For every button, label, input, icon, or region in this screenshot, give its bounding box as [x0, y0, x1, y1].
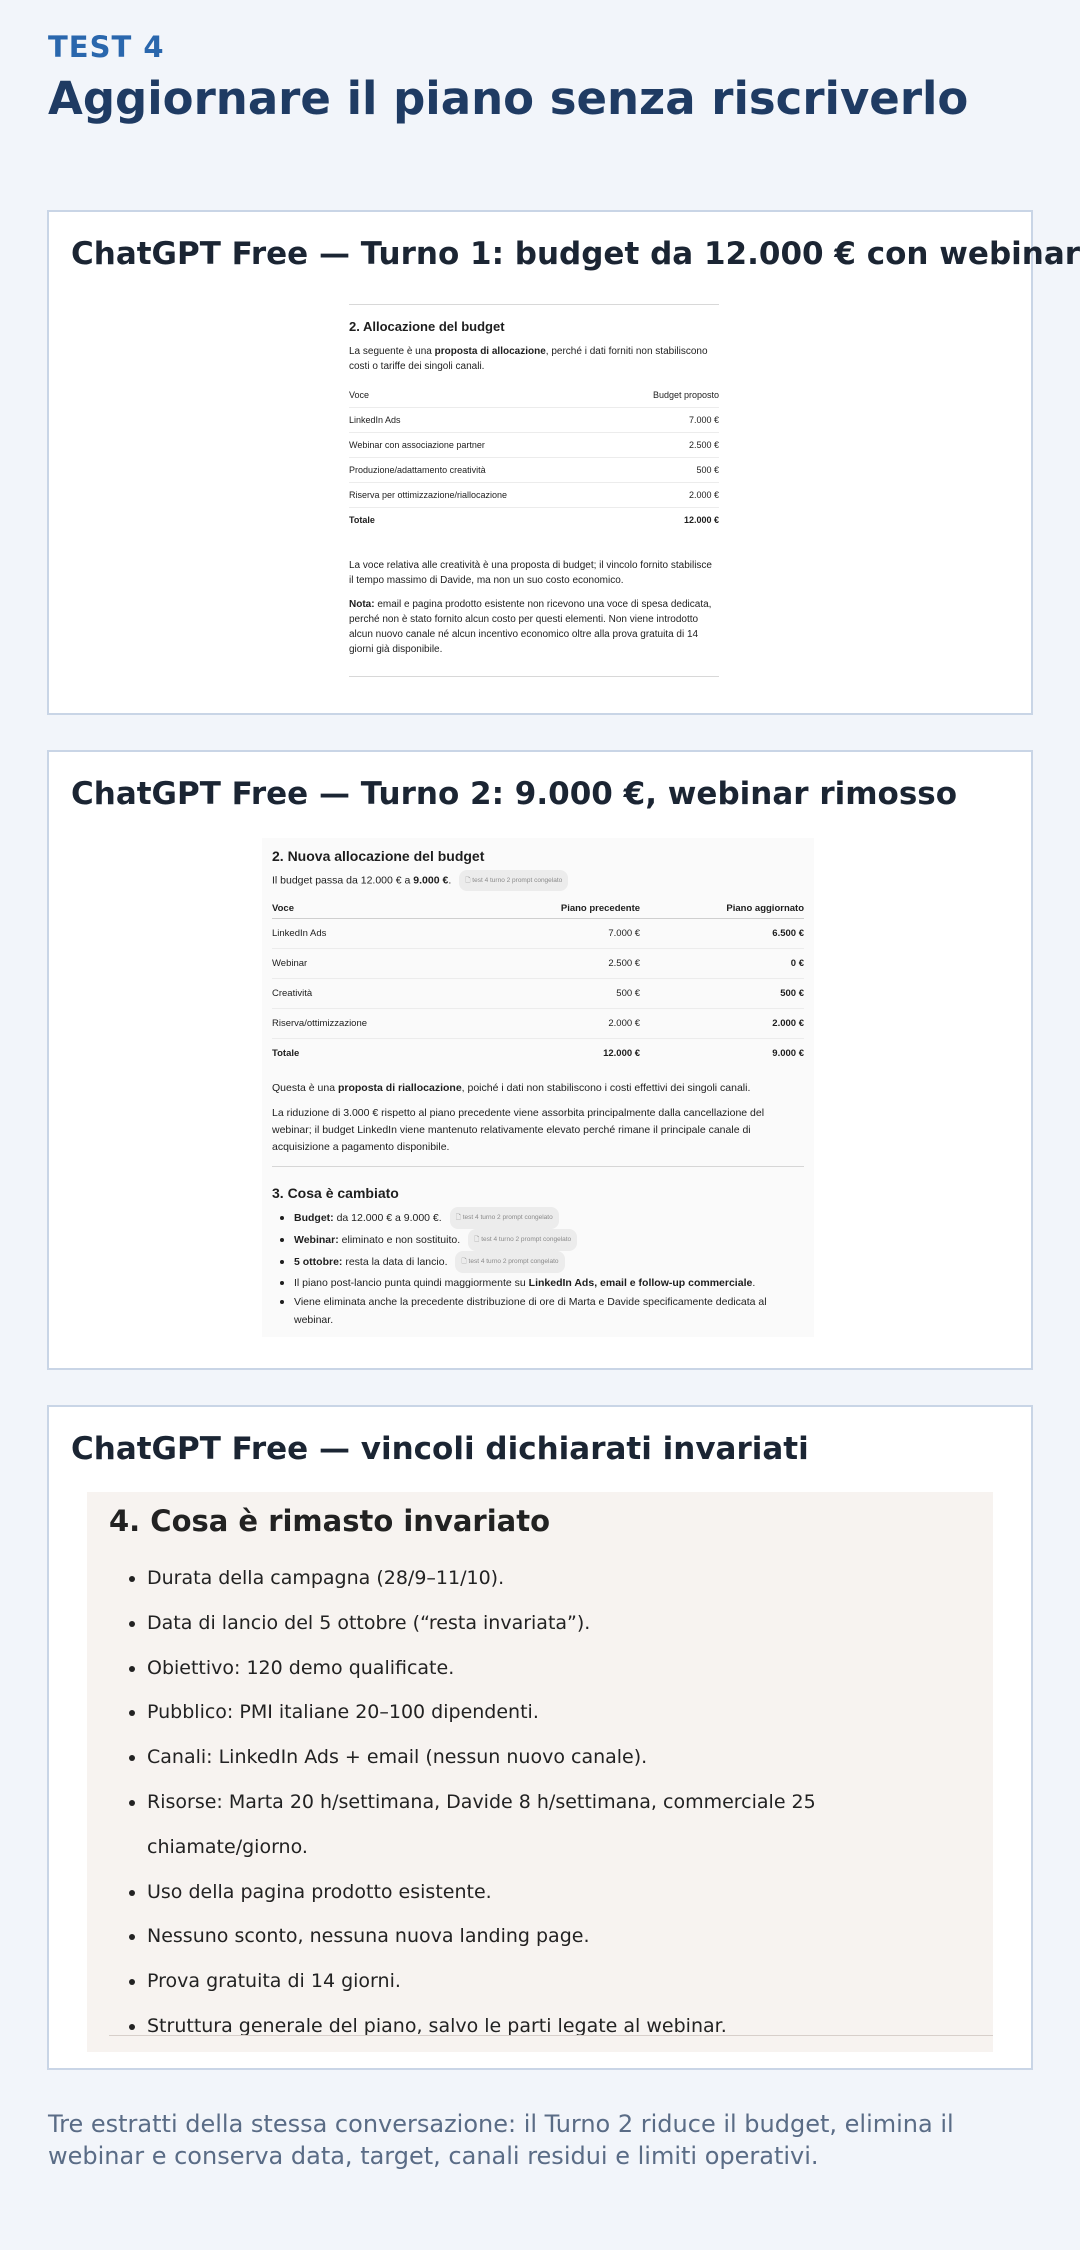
card-unchanged-constraints [47, 1405, 1033, 2070]
list-item: • 5 ottobre: resta la data di lancio. 🗋 test 4 turno 2 prompt congelato [294, 1251, 804, 1273]
table-row: Creatività 500 € 500 € [272, 979, 804, 1009]
divider [272, 1166, 804, 1167]
divider [109, 2035, 993, 2036]
paragraph: Questa è una proposta di riallocazione, poiché i dati non stabiliscono i costi effettivi dei singoli canali. [272, 1082, 751, 1094]
table-row: Webinar 2.500 € 0 € [272, 949, 804, 979]
paragraph: La riduzione di 3.000 € rispetto al piano precedente viene assorbita principalmente dalla cancellazione del webinar; il budget LinkedIn viene mantenuto relativamente elevato perché rimane il principale canale di acquisizione a pagamento disponibile. [272, 1107, 765, 1153]
section-heading: 2. Allocazione del budget [349, 319, 505, 334]
list-item: • Canali: LinkedIn Ads + email (nessun nuovo canale). [147, 1735, 971, 1780]
section-heading: 4. Cosa è rimasto invariato [109, 1504, 551, 1538]
table-row: LinkedIn Ads 7.000 € [349, 408, 719, 433]
screenshot-unchanged-list [87, 1492, 993, 2052]
source-chip[interactable]: 🗋 test 4 turno 2 prompt congelato [455, 1251, 564, 1273]
budget-table [349, 383, 719, 532]
list-item: • Viene eliminata anche la precedente distribuzione di ore di Marta e Davide specificamente dedicata al webinar. [294, 1292, 804, 1329]
card-turn-1 [47, 210, 1080, 715]
list-item: • Uso della pagina prodotto esistente. [147, 1870, 971, 1915]
list-item: • Durata della campagna (28/9–11/10). [147, 1556, 971, 1601]
note-text: Nota: email e pagina prodotto esistente non ricevono una voce di spesa dedicata, perché non è stato fornito alcun costo per questi elementi. Non viene introdotto alcun nuovo canale né alcun incentivo economico oltre alla prova gratuita di 14 giorni già disponibile. [349, 599, 712, 655]
table-total-row: Totale 12.000 € 9.000 € [272, 1048, 804, 1059]
list-item: • Nessuno sconto, nessuna nuova landing page. [147, 1914, 971, 1959]
card-title: ChatGPT Free — Turno 2: 9.000 €, webinar rimosso [71, 776, 958, 812]
table-row: Riserva/ottimizzazione 2.000 € 2.000 € [272, 1009, 804, 1039]
section-heading: 2. Nuova allocazione del budget [272, 848, 485, 864]
caption: Tre estratti della stessa conversazione: il Turno 2 riduce il budget, elimina il webinar e conserva data, target, canali residui e limiti operativi. [48, 2110, 954, 2170]
table-row: Webinar con associazione partner 2.500 € [349, 433, 719, 458]
card-title: ChatGPT Free — vincoli dichiarati invariati [71, 1431, 809, 1467]
source-chip[interactable]: 🗋 test 4 turno 2 prompt congelato [459, 870, 568, 891]
list-item: • Prova gratuita di 14 giorni. [147, 1959, 971, 2004]
section-heading: 3. Cosa è cambiato [272, 1185, 399, 1201]
screenshot-budget-allocation [349, 304, 719, 677]
table-row: Produzione/adattamento creatività 500 € [349, 458, 719, 483]
table-header [349, 383, 719, 408]
column-header: Budget proposto [610, 383, 719, 408]
list-item: • Pubblico: PMI italiane 20–100 dipendenti. [147, 1690, 971, 1735]
list-item: • Budget: da 12.000 € a 9.000 €. 🗋 test 4 turno 2 prompt congelato [294, 1207, 804, 1229]
source-chip[interactable]: 🗋 test 4 turno 2 prompt congelato [468, 1229, 577, 1251]
list-item: • Struttura generale del piano, salvo le parti legate al webinar. [147, 2004, 971, 2049]
source-chip[interactable]: 🗋 test 4 turno 2 prompt congelato [450, 1207, 559, 1229]
list-item: • Il piano post-lancio punta quindi maggiormente su LinkedIn Ads, email e follow-up commerciale. [294, 1273, 804, 1292]
table-header: Voce Piano precedente Piano aggiornato [272, 899, 804, 919]
test-label: TEST 4 [48, 30, 165, 64]
changes-list [272, 1207, 804, 1329]
table-row: LinkedIn Ads 7.000 € 6.500 € [272, 919, 804, 949]
screenshot-new-allocation [262, 838, 814, 1337]
intro-text: La seguente è una proposta di allocazione, perché i dati forniti non stabiliscono costi o tariffe dei singoli canali. [349, 346, 708, 372]
unchanged-list [109, 1556, 971, 2049]
note-text: La voce relativa alle creatività è una proposta di budget; il vincolo fornito stabilisce il tempo massimo di Davide, ma non un suo costo economico. [349, 560, 712, 586]
table-total-row: Totale 12.000 € [349, 515, 719, 525]
comparison-table [272, 899, 804, 1068]
list-item: • Data di lancio del 5 ottobre (“resta invariata”). [147, 1601, 971, 1646]
list-item: • Obiettivo: 120 demo qualificate. [147, 1646, 971, 1691]
list-item: • Webinar: eliminato e non sostituito. 🗋 test 4 turno 2 prompt congelato [294, 1229, 804, 1251]
card-title: ChatGPT Free — Turno 1: budget da 12.000 € con webinar [71, 236, 1080, 272]
column-header: Voce [349, 383, 610, 408]
card-turn-2 [47, 750, 1033, 1370]
list-item: • Risorse: Marta 20 h/settimana, Davide 8 h/settimana, commerciale 25 chiamate/giorno. [147, 1780, 971, 1870]
table-row: Riserva per ottimizzazione/riallocazione 2.000 € [349, 483, 719, 508]
budget-change-text: Il budget passa da 12.000 € a 9.000 €. 🗋 test 4 turno 2 prompt congelato [272, 870, 804, 891]
page-title: Aggiornare il piano senza riscriverlo [48, 72, 969, 125]
